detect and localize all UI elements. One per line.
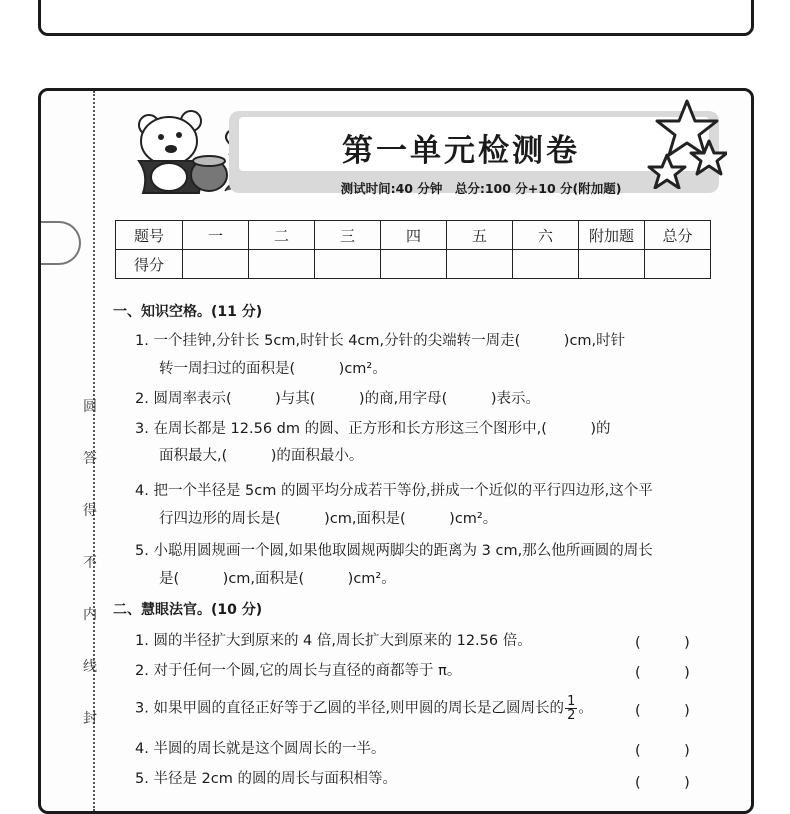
question-text: 2. 圆周率表示( )与其( )的商,用字母( )表示。 xyxy=(135,391,540,407)
score-table-column: 二 xyxy=(249,221,315,250)
question-text: 3. 在周长都是 12.56 dm 的圆、正方形和长方形这三个图形中,( )的 xyxy=(135,421,611,437)
exam-info: 测试时间:40 分钟 总分:100 分+10 分(附加题) xyxy=(340,181,622,196)
question-text: 1. 一个挂钟,分针长 5cm,时针长 4cm,分针的尖端转一周走( )cm,时针 xyxy=(135,333,626,349)
answer-parentheses[interactable]: ( ) xyxy=(635,635,690,651)
answer-parentheses[interactable]: ( ) xyxy=(635,665,690,681)
fraction-numerator: 1 xyxy=(567,694,576,709)
section-heading: 一、知识空格。(11 分) xyxy=(113,304,263,320)
seal-char: 线 xyxy=(83,659,97,675)
binding-tab xyxy=(38,221,81,265)
true-false-question: 1. 圆的半径扩大到原来的 4 倍,周长扩大到原来的 12.56 倍。 xyxy=(135,633,532,649)
seal-char: 封 xyxy=(83,711,97,727)
score-cell[interactable] xyxy=(183,250,249,279)
score-table-header-row xyxy=(116,221,711,250)
seal-char: 圆 xyxy=(83,399,97,415)
score-table-column: 六 xyxy=(513,221,579,250)
score-table-row-label: 题号 xyxy=(116,221,183,250)
seal-char: 得 xyxy=(83,503,97,519)
true-false-question xyxy=(135,695,593,722)
answer-parentheses[interactable]: ( ) xyxy=(635,743,690,759)
score-cell[interactable] xyxy=(579,250,645,279)
score-cell[interactable] xyxy=(249,250,315,279)
question-text: 面积最大,( )的面积最小。 xyxy=(159,448,364,464)
score-cell[interactable] xyxy=(513,250,579,279)
fraction-denominator: 2 xyxy=(567,708,576,723)
score-table-score-row xyxy=(116,250,711,279)
score-cell[interactable] xyxy=(447,250,513,279)
answer-parentheses[interactable]: ( ) xyxy=(635,775,690,791)
score-table-column: 附加题 xyxy=(579,221,645,250)
seal-char: 不 xyxy=(83,555,97,571)
score-table-column: 四 xyxy=(381,221,447,250)
exam-sheet xyxy=(38,88,754,814)
question-text-end: 。 xyxy=(578,700,593,717)
question-text: 4. 把一个半径是 5cm 的圆平均分成若干等份,拼成一个近似的平行四边形,这个平 xyxy=(135,483,653,499)
question-text: 行四边形的周长是( )cm,面积是( )cm²。 xyxy=(159,511,498,527)
score-table-column: 一 xyxy=(183,221,249,250)
fraction xyxy=(565,695,577,722)
section-heading: 二、慧眼法官。(10 分) xyxy=(113,602,263,618)
question-text: 是( )cm,面积是( )cm²。 xyxy=(159,571,396,587)
question-text: 转一周扫过的面积是( )cm²。 xyxy=(159,361,387,377)
seal-char: 答 xyxy=(83,451,97,467)
score-table-column: 总分 xyxy=(645,221,711,250)
page-title: 第一单元检测卷 xyxy=(342,133,580,169)
score-table-column: 三 xyxy=(315,221,381,250)
score-table xyxy=(115,220,711,279)
score-cell[interactable] xyxy=(645,250,711,279)
true-false-question: 5. 半径是 2cm 的圆的周长与面积相等。 xyxy=(135,771,397,787)
question-text: 5. 小聪用圆规画一个圆,如果他取圆规两脚尖的距离为 3 cm,那么他所画圆的周长 xyxy=(135,543,653,559)
score-cell[interactable] xyxy=(315,250,381,279)
decorative-stars xyxy=(647,99,727,189)
seal-line-text xyxy=(79,381,101,745)
true-false-question: 2. 对于任何一个圆,它的周长与直径的商都等于 π。 xyxy=(135,663,462,679)
score-table-column: 五 xyxy=(447,221,513,250)
answer-parentheses[interactable]: ( ) xyxy=(635,703,690,719)
seal-char: 内 xyxy=(83,607,97,623)
question-text: 3. 如果甲圆的直径正好等于乙圆的半径,则甲圆的周长是乙圆周长的 xyxy=(135,700,565,717)
score-table-row-label: 得分 xyxy=(116,250,183,279)
true-false-question: 4. 半圆的周长就是这个圆周长的一半。 xyxy=(135,741,386,757)
previous-page-frame xyxy=(38,0,754,36)
score-cell[interactable] xyxy=(381,250,447,279)
